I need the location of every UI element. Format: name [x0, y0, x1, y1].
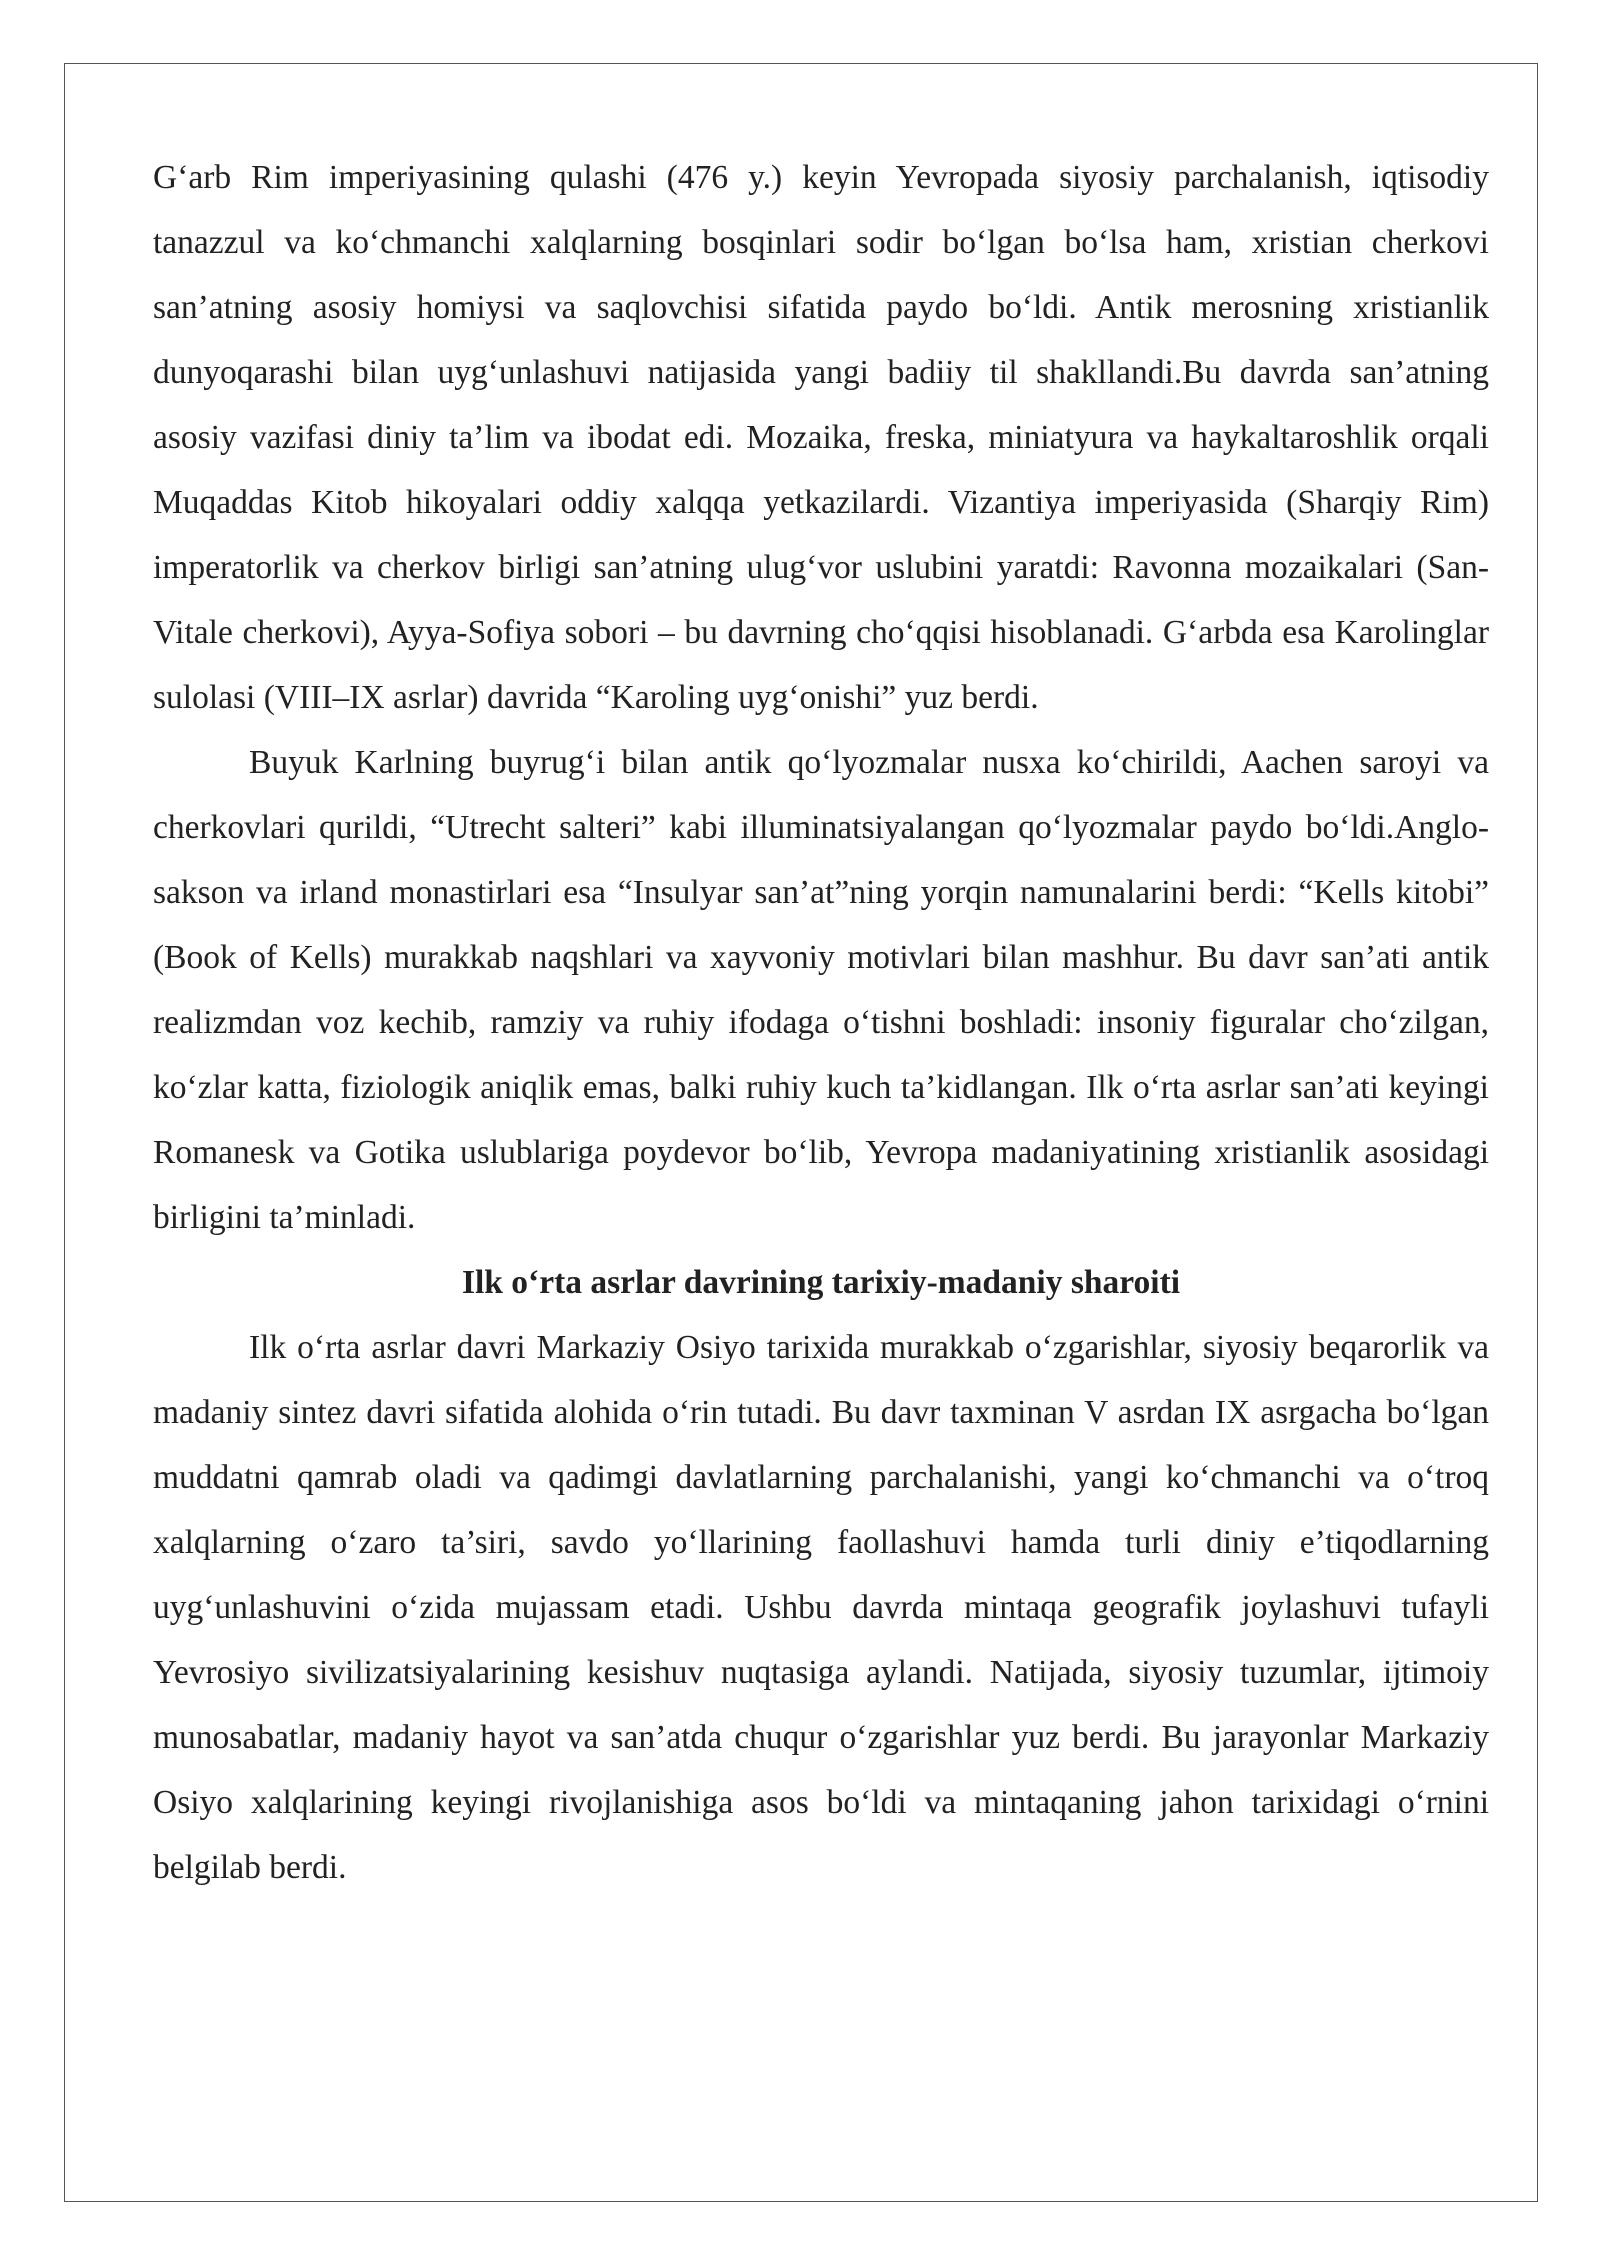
section-heading: Ilk o‘rta asrlar davrining tarixiy-madaniy sharoiti — [461, 1264, 1181, 1301]
paragraph-charlemagne: Buyuk Karlning buyrug‘i bilan antik qo‘lyozmalar nusxa ko‘chirildi, Aachen saroyi va cherkovlari qurildi, “Utrecht salteri” kabi illuminatsiyalangan qo‘lyozmalar paydo bo‘ldi.Anglo-sakson va irland monastirlari esa “Insulyar san’at”ning yorqin namunalarini berdi: “Kells kitobi” (Book of Kells) murakkab naqshlari va xayvoniy motivlari bilan mashhur. Bu davr san’ati antik realizmdan voz kechib, ramziy va ruhiy ifodaga o‘tishni boshladi: insoniy figuralar cho‘zilgan, ko‘zlar katta, fiziologik aniqlik emas, balki ruhiy kuch ta’kidlangan. Ilk o‘rta asrlar san’ati keyingi Romanesk va Gotika uslublariga poydevor bo‘lib, Yevropa madaniyatining xristianlik asosidagi birligini ta’minladi. — [153, 744, 1489, 1236]
paragraph-western-rome: G‘arb Rim imperiyasining qulashi (476 y.) keyin Yevropada siyosiy parchalanish, iqtisodiy tanazzul va ko‘chmanchi xalqlarning bosqinlari sodir bo‘lgan bo‘lsa ham, xristian cherkovi san’atning asosiy homiysi va saqlovchisi sifatida paydo bo‘ldi. Antik merosning xristianlik dunyoqarashi bilan uyg‘unlashuvi natijasida yangi badiiy til shakllandi.Bu davrda san’atning asosiy vazifasi diniy ta’lim va ibodat edi. Mozaika, freska, miniatyura va haykaltaroshlik orqali Muqaddas Kitob hikoyalari oddiy xalqqa yetkazilardi. Vizantiya imperiyasida (Sharqiy Rim) imperatorlik va cherkov birligi san’atning ulug‘vor uslubini yaratdi: Ravonna mozaikalari (San-Vitale cherkovi), Ayya-Sofiya sobori – bu davrning cho‘qqisi hisoblanadi. G‘arbda esa Karolinglar sulolasi (VIII–IX asrlar) davrida “Karoling uyg‘onishi” yuz berdi. — [153, 159, 1489, 716]
paragraph-central-asia: Ilk o‘rta asrlar davri Markaziy Osiyo tarixida murakkab o‘zgarishlar, siyosiy beqarorlik va madaniy sintez davri sifatida alohida o‘rin tutadi. Bu davr taxminan V asrdan IX asrgacha bo‘lgan muddatni qamrab oladi va qadimgi davlatlarning parchalanishi, yangi ko‘chmanchi va o‘troq xalqlarning o‘zaro ta’siri, savdo yo‘llarining faollashuvi hamda turli diniy e’tiqodlarning uyg‘unlashuvini o‘zida mujassam etadi. Ushbu davrda mintaqa geografik joylashuvi tufayli Yevrosiyo sivilizatsiyalarining kesishuv nuqtasiga aylandi. Natijada, siyosiy tuzumlar, ijtimoiy munosabatlar, madaniy hayot va san’atda chuqur o‘zgarishlar yuz berdi. Bu jarayonlar Markaziy Osiyo xalqlarining keyingi rivojlanishiga asos bo‘ldi va mintaqaning jahon tarixidagi o‘rnini belgilab berdi. — [153, 1329, 1489, 1886]
document-body — [153, 145, 1489, 1900]
